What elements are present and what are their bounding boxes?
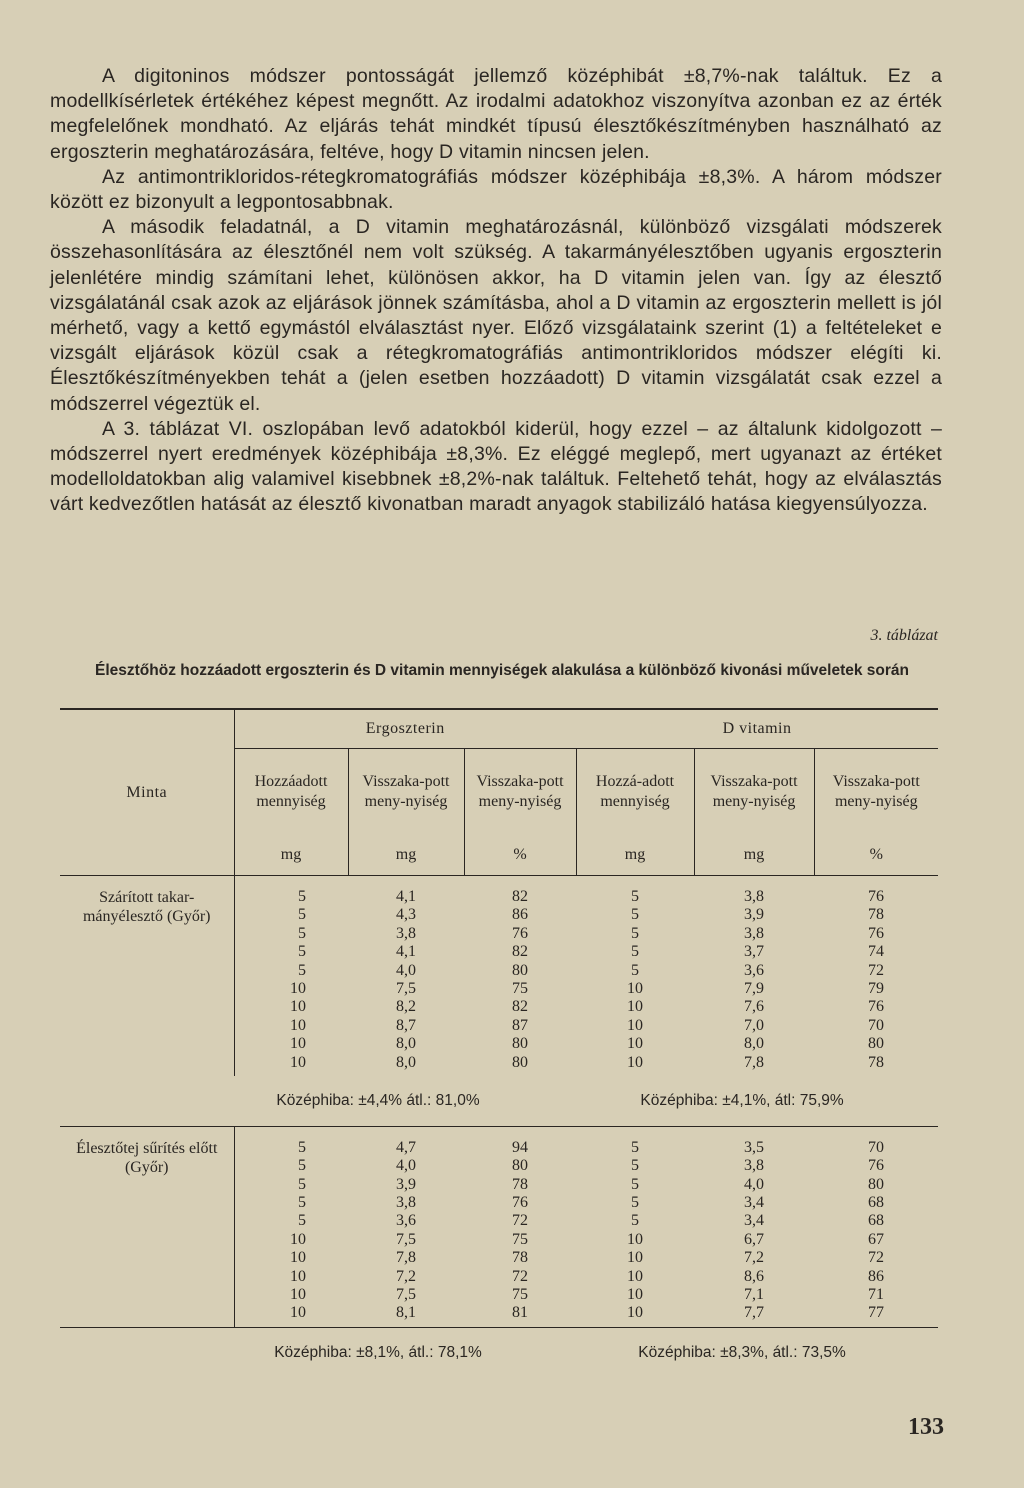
paragraph-3: A második feladatnál, a D vitamin meghatározásnál, különböző vizsgálati módszerek összehasonlítására az élesztőnél nem volt szükség. A takarmányélesztőben ugyanis ergoszterin jelenlétére mindig számítani lehet, különösen akkor, ha D vitamin jelen van. Így az élesztő vizsgálatánál csak azok az eljárások jönnek számításba, ahol a D vitamin az ergoszterin mellett is jól mérhető, vagy a kettő egymástól elválasztást nyer. Előző vizsgálataink szerint (1) a feltételeket e vizsgált eljárások közül csak a rétegkromatográfiás antimontrikloridos módszer elégíti ki. Élesztőkészítményekben tehát a (jelen esetben hozzáadott) D vitamin vizsgálatát csak ezzel a módszerrel végeztük el. bbox=[50, 216, 942, 415]
table-column bbox=[576, 1126, 694, 1327]
table-cell: 75 bbox=[512, 1286, 528, 1304]
table-cell: 76 bbox=[512, 1194, 528, 1212]
sample-label: Szárított takar-mányélesztő (Győr) bbox=[60, 876, 234, 1076]
table-cell: 7,7 bbox=[744, 1304, 765, 1322]
table-cell: 10 bbox=[290, 1230, 306, 1248]
table-cell: 72 bbox=[512, 1267, 528, 1285]
table-cell: 10 bbox=[290, 979, 306, 997]
table-cell: 8,7 bbox=[396, 1016, 416, 1034]
table-cell: 78 bbox=[868, 1053, 885, 1071]
table-cell: 10 bbox=[627, 1249, 644, 1267]
table-cell: 78 bbox=[512, 1249, 528, 1267]
table-cell: 5 bbox=[631, 1194, 640, 1212]
table-cell: 82 bbox=[512, 888, 528, 905]
table-cell: 68 bbox=[868, 1194, 885, 1212]
table-cell: 5 bbox=[298, 961, 306, 979]
table-cell: 5 bbox=[631, 943, 640, 961]
table-cell: 3,5 bbox=[744, 1138, 765, 1156]
unit-label: mg bbox=[694, 835, 814, 876]
minta-header: Minta bbox=[60, 709, 234, 876]
table-cell: 67 bbox=[868, 1230, 885, 1248]
table-column bbox=[464, 876, 576, 1076]
table-cell: 4,1 bbox=[396, 943, 416, 961]
paragraph-2: Az antimontrikloridos-rétegkromatográfiás módszer középhibája ±8,3%. A három módszer között ez bizonyult a legpontosabbnak. bbox=[50, 165, 942, 214]
table-column bbox=[814, 876, 938, 1076]
table-cell: 4,0 bbox=[396, 961, 416, 979]
table-cell: 8,0 bbox=[396, 1053, 416, 1071]
table-cell: 7,8 bbox=[744, 1053, 765, 1071]
table-cell: 80 bbox=[512, 1035, 528, 1053]
summary-ergoszterin: Középhiba: ±4,4% átl.: 81,0% bbox=[60, 1076, 576, 1127]
table-cell: 7,5 bbox=[396, 1230, 416, 1248]
summary-row-1 bbox=[60, 1076, 938, 1127]
summary-row-2 bbox=[60, 1327, 938, 1378]
table-cell: 75 bbox=[512, 1230, 528, 1248]
table-cell: 10 bbox=[627, 1230, 644, 1248]
table-cell: 10 bbox=[290, 1016, 306, 1034]
table-cell: 3,6 bbox=[396, 1212, 416, 1230]
table-cell: 3,8 bbox=[744, 924, 765, 942]
table-cell: 8,0 bbox=[744, 1035, 765, 1053]
col-header: Hozzá-adott mennyiség bbox=[576, 749, 694, 836]
table-column bbox=[234, 1126, 348, 1327]
summary-ergoszterin: Középhiba: ±8,1%, átl.: 78,1% bbox=[274, 1343, 482, 1361]
table-cell: 80 bbox=[868, 1175, 885, 1193]
table-title: Élesztőhöz hozzáadott ergoszterin és D vitamin mennyiségek alakulása a különböző kivonási műveletek során bbox=[95, 662, 909, 679]
table-group-1 bbox=[60, 876, 938, 1076]
table-cell: 94 bbox=[512, 1138, 528, 1156]
table-cell: 5 bbox=[298, 1212, 306, 1230]
table-cell: 3,8 bbox=[396, 1194, 416, 1212]
table-cell: 3,9 bbox=[744, 906, 765, 924]
sample-label: Élesztőtej sűrítés előtt (Győr) bbox=[60, 1126, 234, 1327]
table-cell: 76 bbox=[512, 924, 528, 942]
table-cell: 4,0 bbox=[396, 1157, 416, 1175]
paragraph-1: A digitoninos módszer pontosságát jellemző középhibát ±8,7%-nak találtuk. Ez a modellkísérletek értékéhez képest megnőtt. Az irodalmi adatokhoz viszonyítva azonban ez az érték megfelelőnek mondható. Az eljárás tehát mindkét típusú élesztőkészítményben használható az ergoszterin meghatározására, feltéve, hogy D vitamin nincsen jelen. bbox=[50, 65, 942, 163]
table-column bbox=[694, 876, 814, 1076]
col-header: Visszaka-pott meny-nyiség bbox=[694, 749, 814, 836]
table-cell: 86 bbox=[868, 1267, 885, 1285]
unit-label: mg bbox=[234, 835, 348, 876]
table-cell: 10 bbox=[627, 1304, 644, 1322]
table-cell: 7,5 bbox=[396, 979, 416, 997]
table-cell: 3,8 bbox=[396, 924, 416, 942]
table-cell: 87 bbox=[512, 1016, 528, 1034]
table-cell: 3,4 bbox=[744, 1194, 765, 1212]
table-cell: 6,7 bbox=[744, 1230, 765, 1248]
table-cell: 72 bbox=[868, 1249, 885, 1267]
table-cell: 3,8 bbox=[744, 888, 765, 905]
col-header: Visszaka-pott meny-nyiség bbox=[348, 749, 464, 836]
table-cell: 7,9 bbox=[744, 979, 765, 997]
table-column bbox=[694, 1126, 814, 1327]
unit-label: mg bbox=[576, 835, 694, 876]
unit-label: % bbox=[464, 835, 576, 876]
table-cell: 5 bbox=[298, 924, 306, 942]
table-cell: 7,6 bbox=[744, 998, 765, 1016]
table-cell: 5 bbox=[298, 943, 306, 961]
table-cell: 78 bbox=[512, 1175, 528, 1193]
table-cell: 79 bbox=[868, 979, 885, 997]
table-cell: 7,8 bbox=[396, 1249, 416, 1267]
table-cell: 78 bbox=[868, 906, 885, 924]
table-cell: 4,7 bbox=[396, 1138, 416, 1156]
table-cell: 4,0 bbox=[744, 1175, 765, 1193]
table-cell: 10 bbox=[290, 1286, 306, 1304]
table-cell: 8,2 bbox=[396, 998, 416, 1016]
data-table bbox=[60, 708, 938, 1378]
table-cell: 80 bbox=[868, 1035, 885, 1053]
table-cell: 10 bbox=[627, 1286, 644, 1304]
table-cell: 5 bbox=[631, 924, 640, 942]
table-cell: 3,4 bbox=[744, 1212, 765, 1230]
table-cell: 80 bbox=[512, 1157, 528, 1175]
table-cell: 5 bbox=[298, 1138, 306, 1156]
table-column bbox=[576, 876, 694, 1076]
table-cell: 82 bbox=[512, 943, 528, 961]
table-cell: 70 bbox=[868, 1138, 885, 1156]
table-cell: 5 bbox=[298, 888, 306, 905]
table-cell: 72 bbox=[868, 961, 885, 979]
col-header: Visszaka-pott meny-nyiség bbox=[832, 773, 920, 810]
table-cell: 8,1 bbox=[396, 1304, 416, 1322]
table-cell: 10 bbox=[627, 1035, 644, 1053]
table-cell: 5 bbox=[298, 906, 306, 924]
table-cell: 3,6 bbox=[744, 961, 765, 979]
table-cell: 10 bbox=[627, 1053, 644, 1071]
table-cell: 10 bbox=[290, 1304, 306, 1322]
table-column bbox=[464, 1126, 576, 1327]
table-cell: 86 bbox=[512, 906, 528, 924]
table-label: 3. táblázat bbox=[870, 627, 938, 644]
table-cell: 5 bbox=[631, 888, 640, 905]
table-group-2 bbox=[60, 1126, 938, 1327]
table-cell: 76 bbox=[868, 924, 885, 942]
table-cell: 4,3 bbox=[396, 906, 416, 924]
table-cell: 10 bbox=[290, 1053, 306, 1071]
table-cell: 5 bbox=[298, 1157, 306, 1175]
col-header: Hozzáadott mennyiség bbox=[234, 749, 348, 836]
table-cell: 10 bbox=[627, 1267, 644, 1285]
table-cell: 81 bbox=[512, 1304, 528, 1322]
table-column bbox=[234, 876, 348, 1076]
table-cell: 5 bbox=[631, 961, 640, 979]
table-cell: 5 bbox=[298, 1175, 306, 1193]
table-cell: 10 bbox=[290, 1035, 306, 1053]
table-cell: 76 bbox=[868, 998, 885, 1016]
table-cell: 7,2 bbox=[744, 1249, 765, 1267]
table-cell: 77 bbox=[868, 1304, 885, 1322]
table-cell: 68 bbox=[868, 1212, 885, 1230]
summary-d-vitamin: Középhiba: ±4,1%, átl: 75,9% bbox=[576, 1076, 938, 1127]
paragraph-4: A 3. táblázat VI. oszlopában levő adatokból kiderül, hogy ezzel – az általunk kidolgozott – módszerrel nyert eredmények középhibája ±8,3%. Ez eléggé meglepő, mert ugyanazt az értéket modelloldatokban alig valamivel kisebbnek ±8,2%-nak találtuk. Feltehető tehát, hogy az elválasztás várt kedvezőtlen hatását az élesztő kivonatban maradt anyagok stabilizáló hatása kiegyensúlyozza. bbox=[50, 417, 942, 516]
table-cell: 5 bbox=[631, 1212, 640, 1230]
table-cell: 3,8 bbox=[744, 1157, 765, 1175]
table-cell: 5 bbox=[631, 1175, 640, 1193]
unit-label: % bbox=[814, 835, 938, 876]
table-cell: 10 bbox=[290, 1267, 306, 1285]
table-group-header-row bbox=[60, 709, 938, 749]
table-cell: 74 bbox=[868, 943, 885, 961]
table-cell: 7,5 bbox=[396, 1286, 416, 1304]
table-cell: 82 bbox=[512, 998, 528, 1016]
table-cell: 5 bbox=[298, 1194, 306, 1212]
summary-d-vitamin: Középhiba: ±8,3%, átl.: 73,5% bbox=[638, 1343, 846, 1361]
table-cell: 70 bbox=[868, 1016, 885, 1034]
body-text bbox=[50, 64, 942, 518]
table-cell: 7,0 bbox=[744, 1016, 765, 1034]
table-cell: 8,6 bbox=[744, 1267, 765, 1285]
table-cell: 72 bbox=[512, 1212, 528, 1230]
table-cell: 5 bbox=[631, 1138, 640, 1156]
table-cell: 5 bbox=[631, 906, 640, 924]
table-cell: 10 bbox=[627, 979, 644, 997]
table-cell: 7,1 bbox=[744, 1286, 765, 1304]
table-cell: 10 bbox=[290, 1249, 306, 1267]
col-header: Visszaka-pott meny-nyiség bbox=[464, 749, 576, 836]
d-vitamin-header: D vitamin bbox=[576, 709, 938, 749]
table-cell: 7,2 bbox=[396, 1267, 416, 1285]
table-cell: 4,1 bbox=[396, 888, 416, 905]
table-column bbox=[814, 1126, 938, 1327]
page-number: 133 bbox=[908, 1414, 944, 1440]
unit-label: mg bbox=[348, 835, 464, 876]
table-cell: 76 bbox=[868, 888, 885, 905]
table-cell: 3,7 bbox=[744, 943, 765, 961]
table-cell: 71 bbox=[868, 1286, 885, 1304]
table-cell: 5 bbox=[631, 1157, 640, 1175]
table-cell: 10 bbox=[627, 998, 644, 1016]
table-cell: 80 bbox=[512, 1053, 528, 1071]
ergoszterin-header: Ergoszterin bbox=[234, 709, 576, 749]
table-column bbox=[348, 1126, 464, 1327]
table-cell: 10 bbox=[290, 998, 306, 1016]
table-column bbox=[348, 876, 464, 1076]
table-cell: 8,0 bbox=[396, 1035, 416, 1053]
table-cell: 3,9 bbox=[396, 1175, 416, 1193]
table-cell: 75 bbox=[512, 979, 528, 997]
table-cell: 76 bbox=[868, 1157, 885, 1175]
table-cell: 80 bbox=[512, 961, 528, 979]
table-cell: 10 bbox=[627, 1016, 644, 1034]
